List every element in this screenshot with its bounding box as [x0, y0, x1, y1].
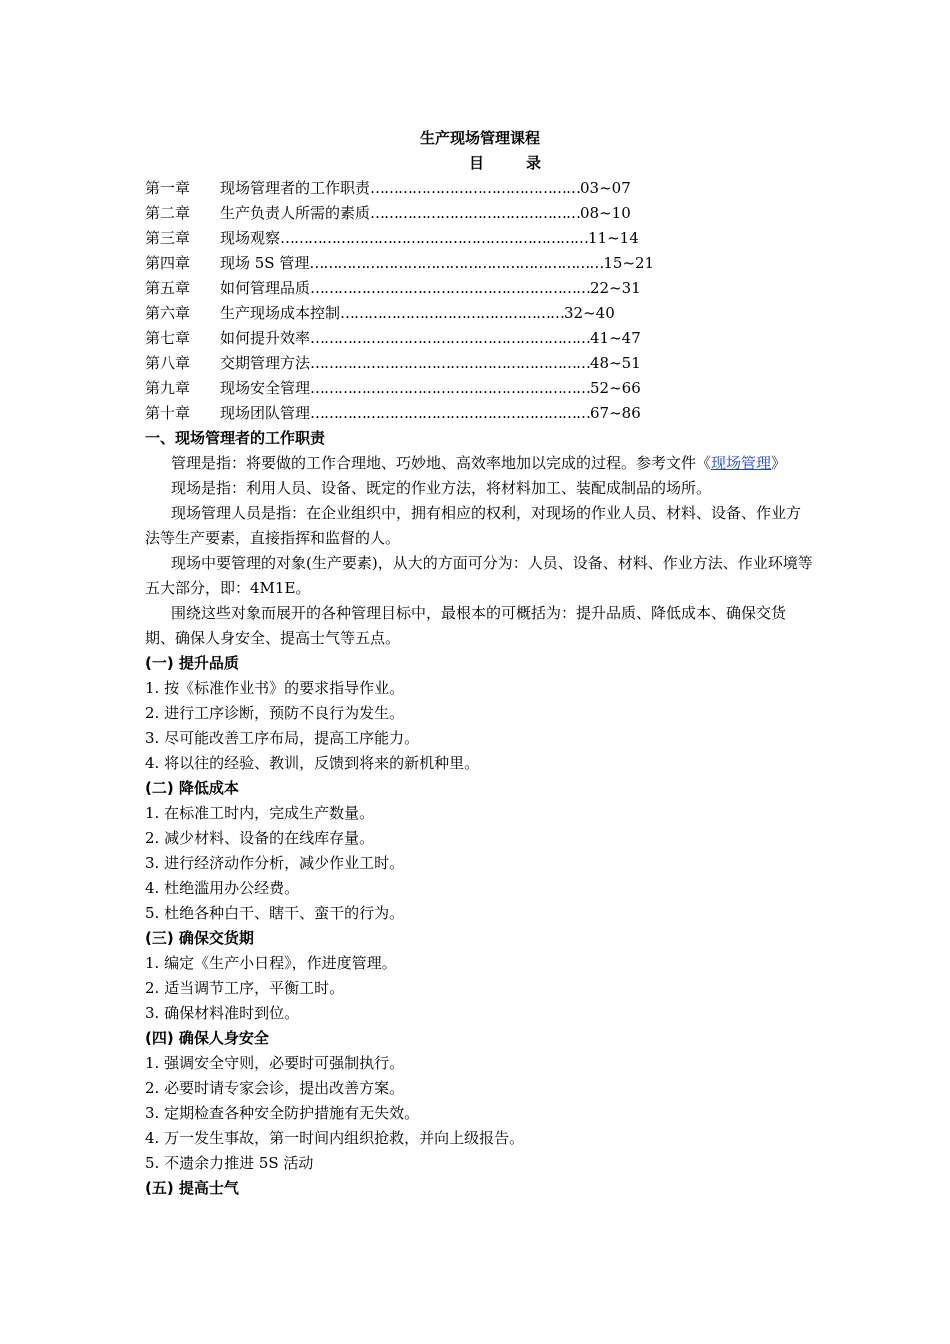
- toc-chapter-number: 第一章: [145, 179, 191, 197]
- list-item: 5. 不遗余力推进 5S 活动: [145, 1154, 314, 1172]
- subsection-delivery: [145, 926, 825, 1026]
- toc-leader: ……………………………………………………: [310, 329, 591, 347]
- toc-leader: ……………………………………………………: [310, 379, 591, 397]
- toc-entry: [145, 226, 825, 251]
- list-item: 2. 减少材料、设备的在线库存量。: [145, 829, 375, 847]
- list-item: 1. 强调安全守则，必要时可强制执行。: [145, 1054, 405, 1072]
- toc-chapter-number: 第八章: [145, 354, 191, 372]
- toc-chapter-number: 第六章: [145, 304, 191, 322]
- toc-heading: [185, 151, 825, 176]
- list-item: 4. 将以往的经验、教训，反馈到将来的新机种里。: [145, 754, 480, 772]
- toc-pages: 08~10: [580, 204, 631, 222]
- toc-leader: ……………………………………………………: [310, 354, 591, 372]
- toc-entry: [145, 176, 825, 201]
- subsection-heading: (四) 确保人身安全: [145, 1029, 269, 1047]
- list-item: 5. 杜绝各种白干、瞎干、蛮干的行为。: [145, 904, 405, 922]
- toc-leader: …………………………………………………………: [280, 229, 589, 247]
- list-item: 3. 进行经济动作分析，减少作业工时。: [145, 854, 405, 872]
- toc-entry: [145, 276, 825, 301]
- reference-link[interactable]: 现场管理: [711, 454, 772, 472]
- paragraph-management-objects: 现场中要管理的对象(生产要素)，从大的方面可分为：人员、设备、材料、作业方法、作业环境等五大部分，即：4M1E。: [145, 554, 813, 597]
- list-item: 3. 尽可能改善工序布局，提高工序能力。: [145, 729, 420, 747]
- paragraph-manager-definition: 现场管理人员是指：在企业组织中，拥有相应的权利，对现场的作业人员、材料、设备、作业方法等生产要素，直接指挥和监督的人。: [145, 504, 802, 547]
- toc-chapter-number: 第五章: [145, 279, 191, 297]
- toc-chapter-number: 第十章: [145, 404, 191, 422]
- toc-chapter-title: 现场安全管理: [220, 379, 311, 397]
- toc-chapter-number: 第二章: [145, 204, 191, 222]
- list-item: 4. 万一发生事故，第一时间内组织抢救，并向上级报告。: [145, 1129, 525, 1147]
- toc-pages: 48~51: [590, 354, 641, 372]
- toc-pages: 15~21: [603, 254, 655, 272]
- toc-chapter-title: 交期管理方法: [220, 354, 311, 372]
- paragraph-management-goals: 围绕这些对象而展开的各种管理目标中，最根本的可概括为：提升品质、降低成本、确保交货期、确保人身安全、提高士气等五点。: [145, 604, 787, 647]
- list-item: 2. 必要时请专家会诊，提出改善方案。: [145, 1079, 405, 1097]
- subsection-cost: [145, 776, 825, 926]
- list-item: 1. 按《标准作业书》的要求指导作业。: [145, 679, 405, 697]
- toc-leader: ……………………………………………………: [310, 404, 591, 422]
- list-item: 1. 在标准工时内，完成生产数量。: [145, 804, 375, 822]
- toc-leader: ……………………………………………………: [310, 279, 591, 297]
- toc-leader: ………………………………………: [370, 179, 581, 197]
- subsection-quality: [145, 651, 825, 776]
- subsection-heading: (二) 降低成本: [145, 779, 239, 797]
- subsection-safety: [145, 1026, 825, 1176]
- toc-chapter-number: 第七章: [145, 329, 191, 347]
- toc-pages: 67~86: [590, 404, 641, 422]
- toc-chapter-title: 生产负责人所需的素质: [220, 204, 371, 222]
- toc-entry: [145, 301, 825, 326]
- toc-chapter-title: 现场观察: [220, 229, 281, 247]
- toc-leader: ………………………………………………………: [309, 254, 604, 272]
- toc-pages: 22~31: [590, 279, 641, 297]
- subsection-heading: (三) 确保交货期: [145, 929, 254, 947]
- toc-chapter-title: 生产现场成本控制: [220, 304, 341, 322]
- toc-chapter-title: 现场管理者的工作职责: [220, 179, 371, 197]
- toc-pages: 52~66: [590, 379, 641, 397]
- toc-leader: ………………………………………: [370, 204, 581, 222]
- toc-entry: [145, 376, 825, 401]
- toc-pages: 11~14: [588, 229, 639, 247]
- toc-chapter-number: 第三章: [145, 229, 191, 247]
- list-item: 4. 杜绝滥用办公经费。: [145, 879, 300, 897]
- paragraph-text: 管理是指：将要做的工作合理地、巧妙地、高效率地加以完成的过程。参考文件《: [171, 454, 712, 472]
- table-of-contents: [145, 176, 825, 426]
- toc-entry: [145, 326, 825, 351]
- paragraph-site-definition: 现场是指：利用人员、设备、既定的作业方法，将材料加工、装配成制品的场所。: [171, 479, 712, 497]
- toc-heading-right: 录: [526, 154, 542, 172]
- paragraph-text: 》: [771, 454, 787, 472]
- toc-entry: [145, 251, 825, 276]
- toc-entry: [145, 351, 825, 376]
- list-item: 1. 编定《生产小日程》，作进度管理。: [145, 954, 397, 972]
- toc-chapter-number: 第四章: [145, 254, 191, 272]
- document-body: [145, 126, 825, 1201]
- list-item: 2. 进行工序诊断，预防不良行为发生。: [145, 704, 405, 722]
- toc-chapter-title: 现场 5S 管理: [220, 254, 310, 272]
- paragraph-management-definition: [145, 451, 815, 476]
- toc-leader: …………………………………………: [340, 304, 565, 322]
- subsection-heading: (五) 提高士气: [145, 1179, 239, 1197]
- toc-chapter-title: 如何管理品质: [220, 279, 311, 297]
- toc-pages: 32~40: [564, 304, 615, 322]
- toc-pages: 41~47: [590, 329, 641, 347]
- toc-entry: [145, 201, 825, 226]
- subsection-morale: [145, 1176, 825, 1201]
- toc-chapter-title: 现场团队管理: [220, 404, 311, 422]
- toc-chapter-title: 如何提升效率: [220, 329, 311, 347]
- toc-chapter-number: 第九章: [145, 379, 191, 397]
- subsection-heading: (一) 提升品质: [145, 654, 239, 672]
- list-item: 2. 适当调节工序，平衡工时。: [145, 979, 345, 997]
- section-heading: 一、现场管理者的工作职责: [145, 429, 326, 447]
- list-item: 3. 定期检查各种安全防护措施有无失效。: [145, 1104, 420, 1122]
- toc-entry: [145, 401, 825, 426]
- toc-pages: 03~07: [580, 179, 631, 197]
- toc-heading-left: 目: [468, 154, 484, 172]
- list-item: 3. 确保材料准时到位。: [145, 1004, 300, 1022]
- document-title: 生产现场管理课程: [419, 129, 540, 147]
